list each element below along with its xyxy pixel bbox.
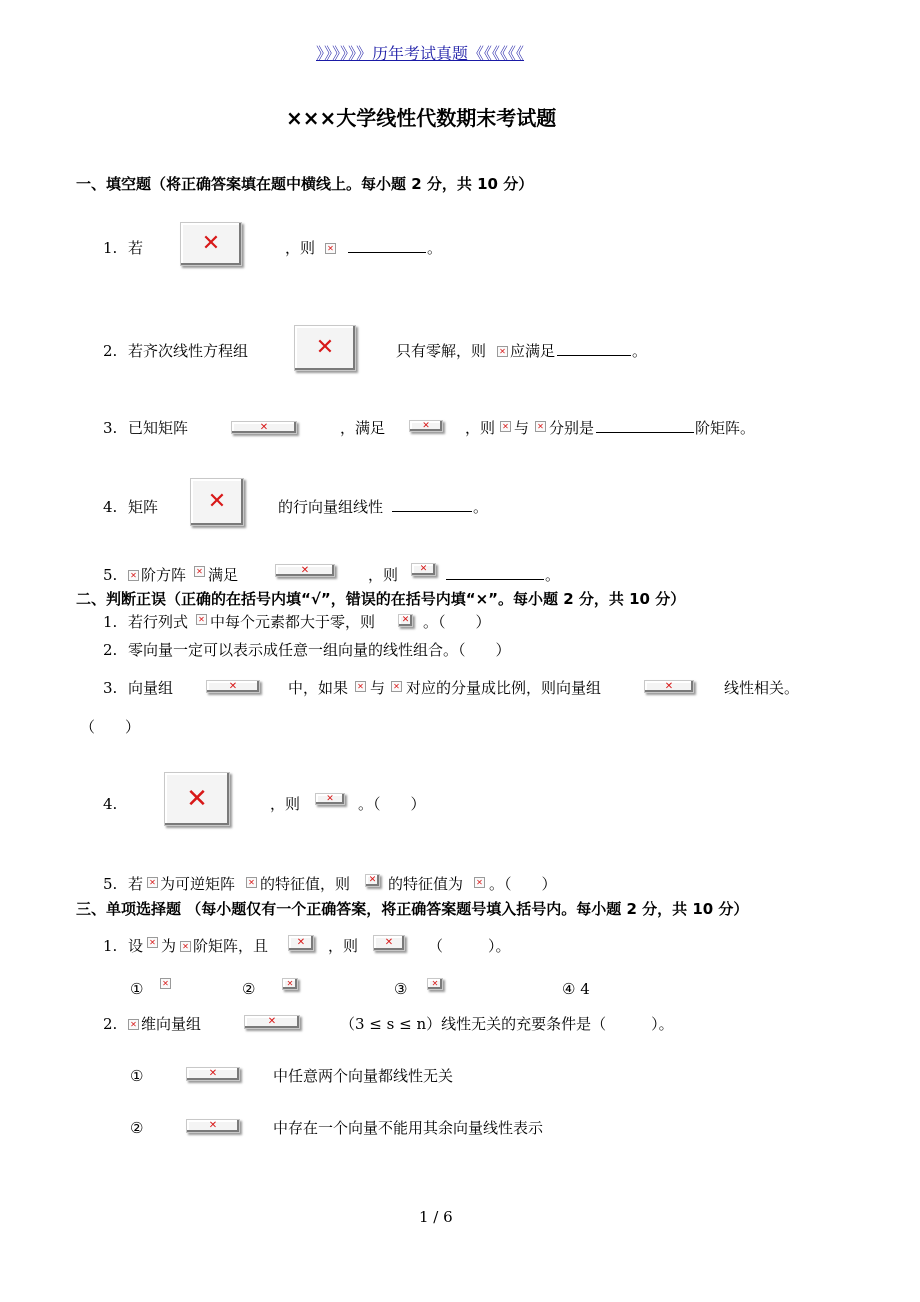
option-1[interactable]: ①	[130, 980, 144, 998]
s2-q1-number: 1.	[103, 613, 118, 631]
answer-paren[interactable]: （ ）	[80, 718, 141, 736]
option-1[interactable]: ①	[130, 1067, 144, 1085]
s1-q2-text: 若齐次线性方程组	[128, 342, 249, 360]
s3-q1-text: 阶矩阵，且	[193, 937, 269, 955]
broken-image-icon: ✕	[497, 346, 508, 357]
s2-q2-number: 2.	[103, 641, 118, 659]
s1-q3-text: 已知矩阵	[128, 419, 189, 437]
s2-q5-text: 的特征值为	[388, 875, 464, 893]
s1-q3-text: 分别是	[549, 419, 595, 437]
broken-image-icon: ✕	[246, 877, 257, 888]
broken-image-icon: ✕	[391, 681, 402, 692]
s2-q4-end: 。（ ）	[358, 795, 426, 813]
option-4[interactable]: ④ 4	[562, 980, 590, 998]
s2-q3-text: 与	[370, 679, 386, 697]
s1-q2-end: 。	[632, 342, 648, 360]
broken-image-icon: ✕	[535, 421, 546, 432]
s1-q1-end: 。	[427, 239, 443, 257]
broken-image-icon: ✕	[288, 935, 314, 951]
s3-q2-number: 2.	[103, 1015, 118, 1033]
broken-image-icon: ✕	[282, 978, 298, 990]
broken-image-icon: ✕	[128, 1019, 139, 1030]
broken-image-icon: ✕	[147, 877, 158, 888]
s2-q5-text: 为可逆矩阵	[160, 875, 236, 893]
s2-q5-text: 若	[128, 875, 144, 893]
broken-image-icon: ✕	[160, 978, 171, 989]
option-3[interactable]: ③	[394, 980, 408, 998]
broken-image-icon: ✕	[355, 681, 366, 692]
broken-image-icon: ✕	[190, 478, 244, 526]
broken-image-icon: ✕	[409, 420, 443, 432]
s2-q4-number: 4.	[103, 795, 118, 813]
s2-q5-end: 。（ ）	[489, 875, 557, 893]
s2-q5-text: 的特征值，则	[260, 875, 351, 893]
answer-blank[interactable]	[392, 497, 472, 517]
s2-q1-text: 若行列式	[128, 613, 189, 631]
section3-heading: 三、单项选择题 （每小题仅有一个正确答案，将正确答案题号填入括号内。每小题 2 分，共 10 分）	[76, 900, 749, 918]
broken-image-icon: ✕	[365, 874, 380, 887]
s3-q1-text: 设	[128, 937, 144, 955]
broken-image-icon: ✕	[644, 680, 694, 693]
s1-q1-text: 若	[128, 239, 144, 257]
s1-q4-text: 的行向量组线性	[278, 498, 384, 516]
broken-image-icon: ✕	[275, 564, 335, 577]
broken-image-icon: ✕	[325, 243, 336, 254]
s2-q4-text: ，则	[270, 795, 301, 813]
s2-q3-text: 中，如果	[288, 679, 349, 697]
broken-image-icon: ✕	[186, 1119, 240, 1133]
broken-image-icon: ✕	[180, 941, 191, 952]
option-2[interactable]: ②	[130, 1119, 144, 1137]
s1-q1-number: 1.	[103, 239, 118, 257]
broken-image-icon: ✕	[164, 772, 230, 826]
header-link[interactable]: 》》》》》》历年考试真题《《《《《《	[316, 44, 525, 63]
s1-q2-text: 应满足	[510, 342, 556, 360]
broken-image-icon: ✕	[194, 566, 205, 577]
s1-q4-end: 。	[473, 498, 489, 516]
s1-q3-text: 与	[514, 419, 530, 437]
s1-q2-text: 只有零解，则	[396, 342, 487, 360]
s1-q1-text: ，则	[285, 239, 316, 257]
broken-image-icon: ✕	[206, 680, 260, 693]
s1-q2-number: 2.	[103, 342, 118, 360]
s1-q5-end: 。	[545, 566, 561, 584]
s1-q5-text: 阶方阵	[141, 566, 187, 584]
broken-image-icon: ✕	[398, 614, 413, 627]
answer-blank[interactable]	[348, 238, 426, 258]
s1-q4-number: 4.	[103, 498, 118, 516]
option-2-text: 中存在一个向量不能用其余向量线性表示	[273, 1119, 544, 1137]
s3-q1-text: ，则	[328, 937, 359, 955]
s2-q1-end: 。（ ）	[423, 613, 491, 631]
s1-q3-text: ，满足	[340, 419, 386, 437]
broken-image-icon: ✕	[411, 563, 436, 576]
option-1-text: 中任意两个向量都线性无关	[273, 1067, 454, 1085]
s2-q1-text: 中每个元素都大于零，则	[210, 613, 376, 631]
broken-image-icon: ✕	[474, 877, 485, 888]
answer-paren[interactable]: （ ）。	[428, 937, 511, 955]
s1-q5-text: 满足	[208, 566, 239, 584]
s1-q5-text: ，则	[368, 566, 399, 584]
broken-image-icon: ✕	[147, 937, 158, 948]
broken-image-icon: ✕	[427, 978, 443, 990]
section2-heading: 二、判断正误（正确的在括号内填“√”，错误的在括号内填“×”。每小题 2 分，共 10 分）	[76, 590, 686, 608]
broken-image-icon: ✕	[373, 935, 405, 951]
page-number: 1 / 6	[419, 1208, 453, 1226]
answer-blank[interactable]	[557, 341, 631, 361]
broken-image-icon: ✕	[180, 222, 242, 266]
broken-image-icon: ✕	[244, 1015, 300, 1029]
s2-q3-text: 对应的分量成比例，则向量组	[406, 679, 602, 697]
s3-q2-text: 维向量组	[141, 1015, 202, 1033]
option-2[interactable]: ②	[242, 980, 256, 998]
broken-image-icon: ✕	[186, 1067, 240, 1081]
broken-image-icon: ✕	[128, 570, 139, 581]
answer-blank[interactable]	[446, 565, 544, 585]
section1-heading: 一、填空题（将正确答案填在题中横线上。每小题 2 分，共 10 分）	[76, 175, 534, 193]
page-title: ×××大学线性代数期末考试题	[286, 106, 557, 130]
s3-q2-text: （3 ≤ s ≤ n）线性无关的充要条件是（ ）。	[340, 1015, 674, 1033]
s1-q5-number: 5.	[103, 566, 118, 584]
s2-q2-text: 零向量一定可以表示成任意一组向量的线性组合。（ ）	[128, 641, 511, 659]
s1-q3-text: ，则	[465, 419, 496, 437]
s1-q4-text: 矩阵	[128, 498, 159, 516]
s2-q5-number: 5.	[103, 875, 118, 893]
answer-blank[interactable]	[596, 418, 694, 438]
s2-q3-number: 3.	[103, 679, 118, 697]
broken-image-icon: ✕	[315, 793, 345, 805]
s2-q3-text: 线性相关。	[724, 679, 800, 697]
s3-q1-number: 1.	[103, 937, 118, 955]
s2-q3-text: 向量组	[128, 679, 174, 697]
s1-q3-end: 阶矩阵。	[695, 419, 756, 437]
broken-image-icon: ✕	[196, 614, 207, 625]
broken-image-icon: ✕	[231, 421, 297, 434]
s3-q1-text: 为	[161, 937, 177, 955]
broken-image-icon: ✕	[294, 325, 356, 371]
s1-q3-number: 3.	[103, 419, 118, 437]
broken-image-icon: ✕	[500, 421, 511, 432]
